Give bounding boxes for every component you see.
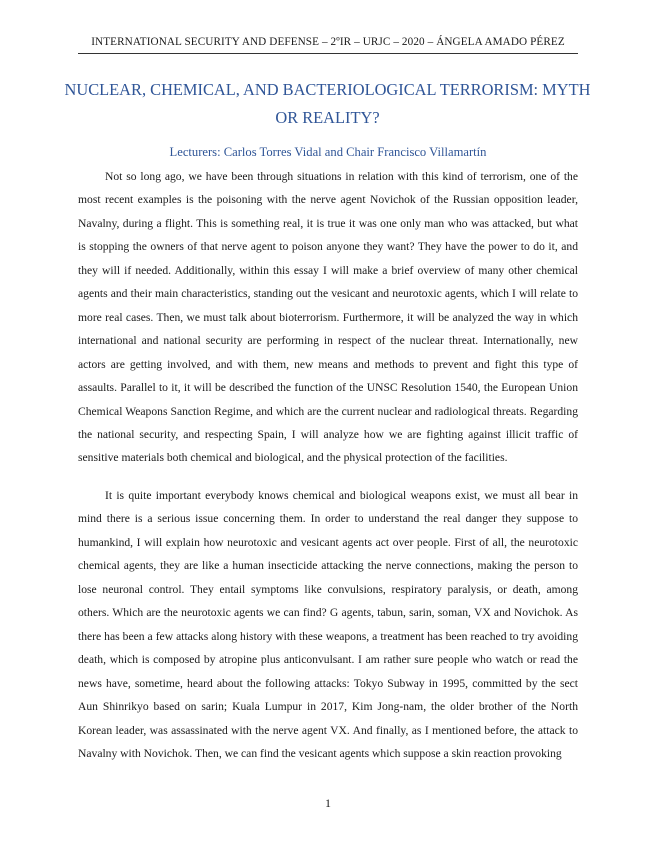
header-divider <box>78 53 578 54</box>
page-number: 1 <box>325 796 331 810</box>
body-paragraph: Not so long ago, we have been through situations in relation with this kind of terrorism, one of the most recent examples is the poisoning with the nerve agent Novichok of the Russian opposition leader, Navalny, during a flight. This is something real, it is true it was one only man who was attacked, but what is stopping the owners of that nerve agent to poison anyone they want? They have the power to do it, and they will if needed. Additionally, within this essay I will make a brief overview of many other chemical agents and their main characteristics, standing out the vesicant and neurotoxic agents, which I will relate to more real cases. Then, we must talk about bioterrorism. Furthermore, it will be analyzed the way in which international and national security are performing in respect of the nuclear threat. Internationally, new actors are getting involved, and with them, new means and methods to prevent and fight this type of assaults. Parallel to it, it will be described the function of the UNSC Resolution 1540, the European Union Chemical Weapons Sanction Regime, and which are the current nuclear and radiological threats. Regarding the national security, and respecting Spain, I will analyze how we are fighting against illicit traffic of sensitive materials both chemical and biological, and the physical protection of the facilities. <box>78 170 578 465</box>
document-title: NUCLEAR, CHEMICAL, AND BACTERIOLOGICAL TERRORISM: MYTH OR REALITY? <box>64 80 591 127</box>
lecturers-line: Lecturers: Carlos Torres Vidal and Chair Francisco Villamartín <box>169 145 487 159</box>
body-paragraph: It is quite important everybody knows chemical and biological weapons exist, we must all bear in mind there is a serious issue concerning them. In order to understand the real danger they suppose to humankind, I will explain how neurotoxic and vesicant agents act over people. First of all, the neurotoxic chemical agents, they are like a human insecticide attacking the nerve connections, making the person to lose neuronal control. They entail symptoms like convulsions, respiratory paralysis, or death, among others. Which are the neurotoxic agents we can find? G agents, tabun, sarin, soman, VX and Novichok. As there has been a few attacks along history with these weapons, a treatment has been reached to try avoiding death, which is composed by atropine plus anticonvulsant. I am rather sure people who watch or read the news have, sometime, heard about the following attacks: Tokyo Subway in 1995, committed by the sect Aun Shinrikyo based on sarin; Kuala Lumpur in 2017, Kim Jong-nam, the older brother of the North Korean leader, was assassinated with the nerve agent VX. And finally, as I mentioned before, the attack to Navalny with Novichok. Then, we can find the vesicant agents which suppose a skin reaction provoking <box>78 489 578 760</box>
running-header: INTERNATIONAL SECURITY AND DEFENSE – 2ºIR – URJC – 2020 – ÁNGELA AMADO PÉREZ <box>91 36 565 48</box>
